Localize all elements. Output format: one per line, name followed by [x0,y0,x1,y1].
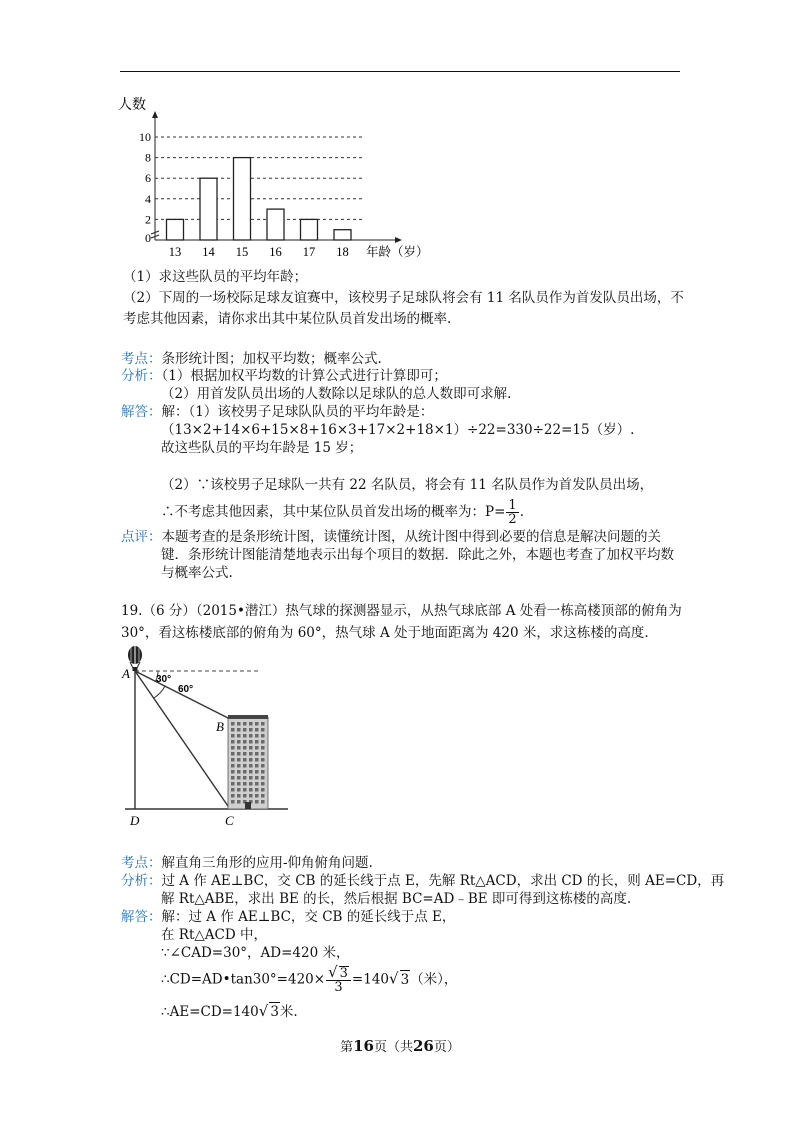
building-window [255,794,259,798]
building-window [255,770,259,774]
q19-line2: 30°，看这栋楼底部的俯角为 60°，热气球 A 处于地面距离为 420 米，求这栋楼的高度. [121,625,649,641]
y-tick-label: 8 [145,150,151,165]
label-angle-30: 30° [156,674,172,685]
radicand: 3 [270,1004,279,1020]
building-window [261,776,265,780]
jieda-19-5-post: 米. [279,1004,298,1020]
balloon-building-figure [120,645,300,830]
building-window [249,752,253,756]
building-window [249,776,253,780]
building-window [255,752,259,756]
building-window [231,794,235,798]
building-window [261,740,265,744]
sol19-kaodian [121,854,373,872]
footer-pre: 第 [340,1040,354,1055]
y-axis-arrow-icon [152,111,158,118]
sqrt-denominator: 3 [334,980,343,995]
radical-sign-icon: √ [328,963,338,981]
building-window [255,746,259,750]
building-window [261,728,265,732]
x-tick-label: 13 [168,245,182,259]
footer-post: 页） [433,1040,460,1055]
building-window [231,764,235,768]
building-window [243,758,247,762]
building-window [255,728,259,732]
building-window [261,764,265,768]
building-window [237,728,241,732]
dianping-text-2: 键．条形统计图能清楚地表示出每个项目的数据．除此之外，本题也考查了加权平均数 [161,547,674,563]
building-window [261,746,265,750]
building-window [231,734,235,738]
angle-arc-60 [154,686,165,698]
building-window [237,770,241,774]
building-window [237,746,241,750]
radicand: 3 [339,966,348,981]
fraction-numerator: 1 [508,498,517,513]
bar [267,209,284,240]
building-window [243,734,247,738]
y-origin-label: 0 [145,231,151,245]
q18-part2-line2: 考虑其他因素，请你求出其中某位队员首发出场的概率. [123,311,452,327]
page-footer [0,1036,800,1055]
jieda-19-4-post: （米）， [410,971,458,988]
x-tick-label: 18 [336,245,349,259]
fenxi-text-19-2: 解 Rt△ABE，求出 BE 的长，然后根据 BC=AD﹣BE 即可得到这栋楼的高度. [161,891,632,907]
building-window [237,734,241,738]
jieda-text-2: （13×2+14×6+15×8+16×3+17×2+18×1）÷22=330÷22=15（岁）. [161,422,635,438]
building-window [243,794,247,798]
building-window [243,776,247,780]
building-window [249,740,253,744]
dianping-text-1: 本题考查的是条形统计图，读懂统计图，从统计图中得到必要的信息是解决问题的关 [161,529,661,545]
building-window [261,752,265,756]
y-tick-label: 4 [145,191,151,206]
bar [200,178,217,240]
y-tick-label: 2 [145,212,151,227]
building-window [249,770,253,774]
building-window [255,764,259,768]
building-window [243,782,247,786]
line-ab [135,671,230,719]
building-window [237,788,241,792]
building-window [231,758,235,762]
building-window [237,740,241,744]
building-window [261,794,265,798]
bar [301,219,318,240]
bar [167,219,184,240]
jieda-text-19-4 [161,963,458,995]
building-window [243,788,247,792]
building-window [261,722,265,726]
footer-total: 26 [413,1037,434,1055]
x-tick-label: 17 [302,245,316,259]
radical-sign-icon: √ [258,1002,269,1020]
q18-part2-line1: （2）下周的一场校际足球友谊赛中，该校男子足球队将会有 11 名队员作为首发队员出场，不 [123,290,684,306]
building-window [249,728,253,732]
jieda-text-1: 解：（1）该校男子足球队队员的平均年龄是： [161,404,434,420]
building-window [249,782,253,786]
dianping-text-3: 与概率公式. [161,565,233,581]
label-a: A [122,666,130,681]
building-window [237,776,241,780]
jieda-text-5 [161,499,524,526]
fenxi-tag: 分析： [121,368,162,384]
x-axis-arrow-icon [395,237,402,243]
building-window [249,758,253,762]
x-tick-label: 14 [202,245,215,259]
building-window [231,782,235,786]
building-window [261,788,265,792]
building-door [245,802,251,809]
building-window [249,788,253,792]
building-window [255,788,259,792]
fenxi-tag-19: 分析： [121,873,162,889]
jieda-tag-19: 解答： [121,909,162,925]
sqrt-numerator [326,963,351,981]
building-window [237,764,241,768]
sol18-fenxi [121,367,447,385]
q19-line1: 19.（6 分）（2015•潜江）热气球的探测器显示，从热气球底部 A 处看一栋高楼顶部的俯角为 [121,603,682,619]
y-tick-label: 10 [139,130,151,144]
x-axis-label: 年龄（岁） [366,245,429,259]
building-window [249,764,253,768]
fenxi-text-1: （1）根据加权平均数的计算公式进行计算即可； [161,368,447,384]
building-window [237,794,241,798]
sol18-kaodian [121,350,382,368]
building-window [231,752,235,756]
building-window [231,728,235,732]
kaodian-tag: 考点： [121,351,162,367]
bar [234,158,251,240]
jieda-text-19-5 [161,1002,298,1021]
jieda-19-4-mid: =140 [351,971,390,988]
jieda-text-19-2: 在 Rt△ACD 中， [161,927,267,943]
x-tick-label: 15 [235,245,249,259]
jieda-5-post: . [519,504,524,520]
building-window [243,752,247,756]
building-window [237,800,241,804]
building-window [255,758,259,762]
building-window [249,734,253,738]
sol19-fenxi [121,872,724,890]
jieda-text-19-3: ∵∠CAD=30°，AD=420 米， [161,945,350,961]
building-window [237,782,241,786]
building-window [255,800,259,804]
building-window [231,788,235,792]
building-window [243,740,247,744]
fraction-denominator: 2 [508,512,517,527]
building-window [231,746,235,750]
jieda-5-pre: ∴不考虑其他因素，其中某位队员首发出场的概率为：P= [161,504,506,520]
building-window [261,782,265,786]
dianping-tag: 点评： [121,529,162,545]
building-window [261,770,265,774]
y-axis-label: 人数 [118,98,146,113]
sol18-dianping [121,528,661,546]
jieda-tag: 解答： [121,404,162,420]
building-window [261,758,265,762]
bar [334,230,351,240]
y-tick-label: 6 [145,171,151,186]
jieda-text-3: 故这些队员的平均年龄是 15 岁； [161,440,363,456]
label-angle-60: 60° [178,684,194,695]
header-rule [120,71,680,72]
building-window [243,770,247,774]
sqrt3-over-3-fraction [326,963,351,995]
building-window [261,800,265,804]
building-window [255,776,259,780]
building-window [243,728,247,732]
building-window [231,740,235,744]
sol19-jieda [121,908,455,926]
radical-sign-icon: √ [389,969,399,988]
label-c: C [225,813,234,828]
building-window [249,722,253,726]
building-window [261,734,265,738]
age-bar-chart [110,95,429,270]
q18-part1: （1）求这些队员的平均年龄； [123,269,308,285]
jieda-text-19-1: 解：过 A 作 AE⊥BC，交 CB 的延长线于点 E， [161,909,456,925]
fenxi-text-2: （2）用首发队员出场的人数除以足球队的总人数即可求解. [161,386,512,402]
jieda-19-4-pre: ∴CD=AD•tan30°=420× [161,971,326,988]
building-window [237,722,241,726]
building-window [243,722,247,726]
footer-mid: 页（共 [373,1040,413,1055]
building-window [231,800,235,804]
building-window [231,770,235,774]
building-window [243,764,247,768]
building-window [255,782,259,786]
hot-air-balloon-icon [128,646,142,671]
building-window [249,746,253,750]
building-window [237,758,241,762]
building-window [255,740,259,744]
x-tick-label: 16 [269,245,282,259]
kaodian-text-19: 解直角三角形的应用-仰角俯角问题. [161,855,373,871]
radicand: 3 [400,971,410,988]
kaodian-tag-19: 考点： [121,855,162,871]
building-window [255,722,259,726]
jieda-19-5-pre: ∴AE=CD=140 [161,1004,259,1020]
building-window [243,746,247,750]
footer-page: 16 [353,1037,374,1055]
label-b: B [216,719,224,734]
kaodian-text: 条形统计图；加权平均数；概率公式. [161,351,382,367]
building [228,715,268,809]
jieda-text-4: （2）∵该校男子足球队一共有 22 名队员，将会有 11 名队员作为首发队员出场， [161,477,654,493]
sol18-jieda [121,403,433,421]
probability-fraction [506,499,518,526]
fenxi-text-19-1: 过 A 作 AE⊥BC，交 CB 的延长线于点 E，先解 Rt△ACD，求出 CD 的长，则 AE=CD，再 [161,873,725,889]
building-window [231,722,235,726]
building-window [231,776,235,780]
building-window [255,734,259,738]
label-d: D [130,813,140,828]
building-window [249,794,253,798]
building-window [237,752,241,756]
